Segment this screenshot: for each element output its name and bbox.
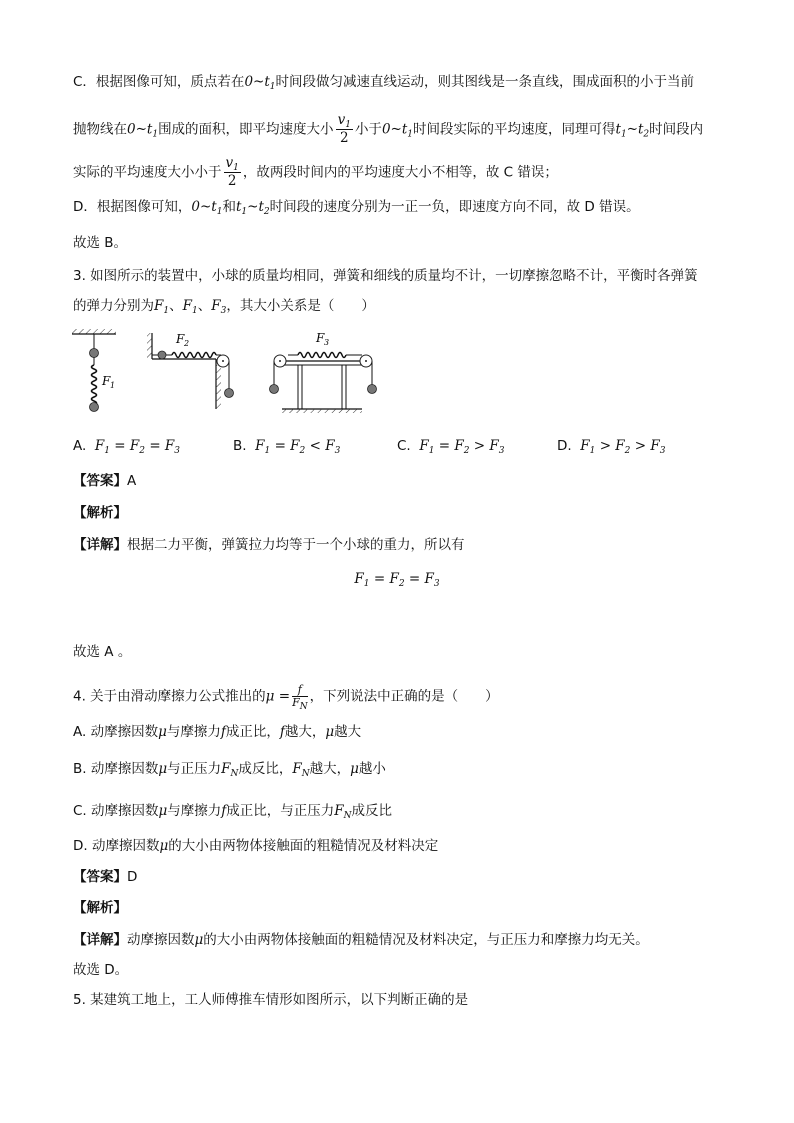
q3-equation: $F_1 = F_2 = F_3$ xyxy=(354,571,440,589)
q4-option-d[interactable]: D. 动摩擦因数μ的大小由两物体接触面的粗糙情况及材料决定 xyxy=(73,838,439,854)
q4-detail: 【详解】动摩擦因数μ的大小由两物体接触面的粗糙情况及材料决定，与正压力和摩擦力均无关。 xyxy=(73,932,649,948)
q4-jiexi: 【解析】 xyxy=(73,900,127,916)
select-b: 故选 B。 xyxy=(73,235,128,251)
q4-option-c[interactable]: C. 动摩擦因数μ与摩擦力f成正比，与正压力$F_N$成反比 xyxy=(73,803,393,821)
device-2-horizontal-spring xyxy=(147,332,234,409)
q4-option-a[interactable]: A. 动摩擦因数μ与摩擦力f成正比，f越大，μ越大 xyxy=(73,724,362,740)
q4-stem: 4. 关于由滑动摩擦力公式推出的μ = $\frac{f}{F_N}$ ，下列说法中正确的是（ ） xyxy=(73,683,499,712)
para-c-line1: C．根据图像可知，质点若在$0\sim t_1$时间段做匀减速直线运动，则其图线是一条直线，围成面积的小于当前 xyxy=(73,74,694,92)
fraction-v1-over-2: $\frac{v_1}{2}$ xyxy=(337,112,351,146)
svg-text:1: 1 xyxy=(110,381,116,390)
label-F2: F xyxy=(176,332,185,346)
fraction-v1-over-2: $\frac{v_1}{2}$ xyxy=(225,155,239,189)
q3-option-b[interactable]: B. $F_1 = F_2 < F_3$ xyxy=(233,438,341,456)
q3-option-c[interactable]: C. $F_1 = F_2 > F_3$ xyxy=(397,438,505,456)
q3-detail: 【详解】根据二力平衡，弹簧拉力均等于一个小球的重力，所以有 xyxy=(73,537,465,553)
q4-option-b[interactable]: B. 动摩擦因数μ与正压力$F_N$成反比，$F_N$越大，μ越小 xyxy=(73,761,386,779)
para-c-line3: 实际的平均速度大小小于 $\frac{v_1}{2}$ ，故两段时间内的平均速度大小不相等，故 C 错误； xyxy=(73,155,558,189)
device-1-vertical-spring xyxy=(72,329,116,412)
select-a: 故选 A 。 xyxy=(73,644,132,660)
q3-option-a[interactable]: A. $F_1 = F_2 = F_3$ xyxy=(73,438,181,456)
q5-stem: 5. 某建筑工地上，工人师傅推车情形如图所示，以下判断正确的是 xyxy=(73,992,469,1008)
label-F3: F xyxy=(316,331,325,345)
para-c-line2: 抛物线在$0\sim t_1$围成的面积，即平均速度大小 $\frac{v_1}{2}$ 小于$0\sim t_1$时间段实际的平均速度，同理可得$t_1\sim t_2$时间段内 xyxy=(73,112,704,146)
fraction-f-over-FN: $\frac{f}{F_N}$ xyxy=(292,683,308,712)
device-3-table-spring xyxy=(270,331,377,413)
select-d: 故选 D。 xyxy=(73,962,129,978)
para-d: D．根据图像可知，$0\sim t_1$和$t_1\sim t_2$时间段的速度分别为一正一负，即速度方向不同，故 D 错误。 xyxy=(73,199,640,217)
svg-text:2: 2 xyxy=(184,339,190,348)
q3-answer: 【答案】A xyxy=(73,473,137,489)
label-F1: F xyxy=(102,374,111,388)
spring-apparatus-figure xyxy=(66,325,406,420)
q3-option-d[interactable]: D. $F_1 > F_2 > F_3$ xyxy=(557,438,666,456)
svg-text:3: 3 xyxy=(324,338,330,347)
q3-jiexi: 【解析】 xyxy=(73,505,127,521)
q3-stem-line2: 的弹力分别为$F_1$、$F_1$、$F_3$，其大小关系是（ ） xyxy=(73,298,375,316)
q4-answer: 【答案】D xyxy=(73,869,138,885)
q3-stem-line1: 3. 如图所示的装置中，小球的质量均相同，弹簧和细线的质量均不计，一切摩擦忽略不计，平衡时各弹簧 xyxy=(73,268,698,284)
